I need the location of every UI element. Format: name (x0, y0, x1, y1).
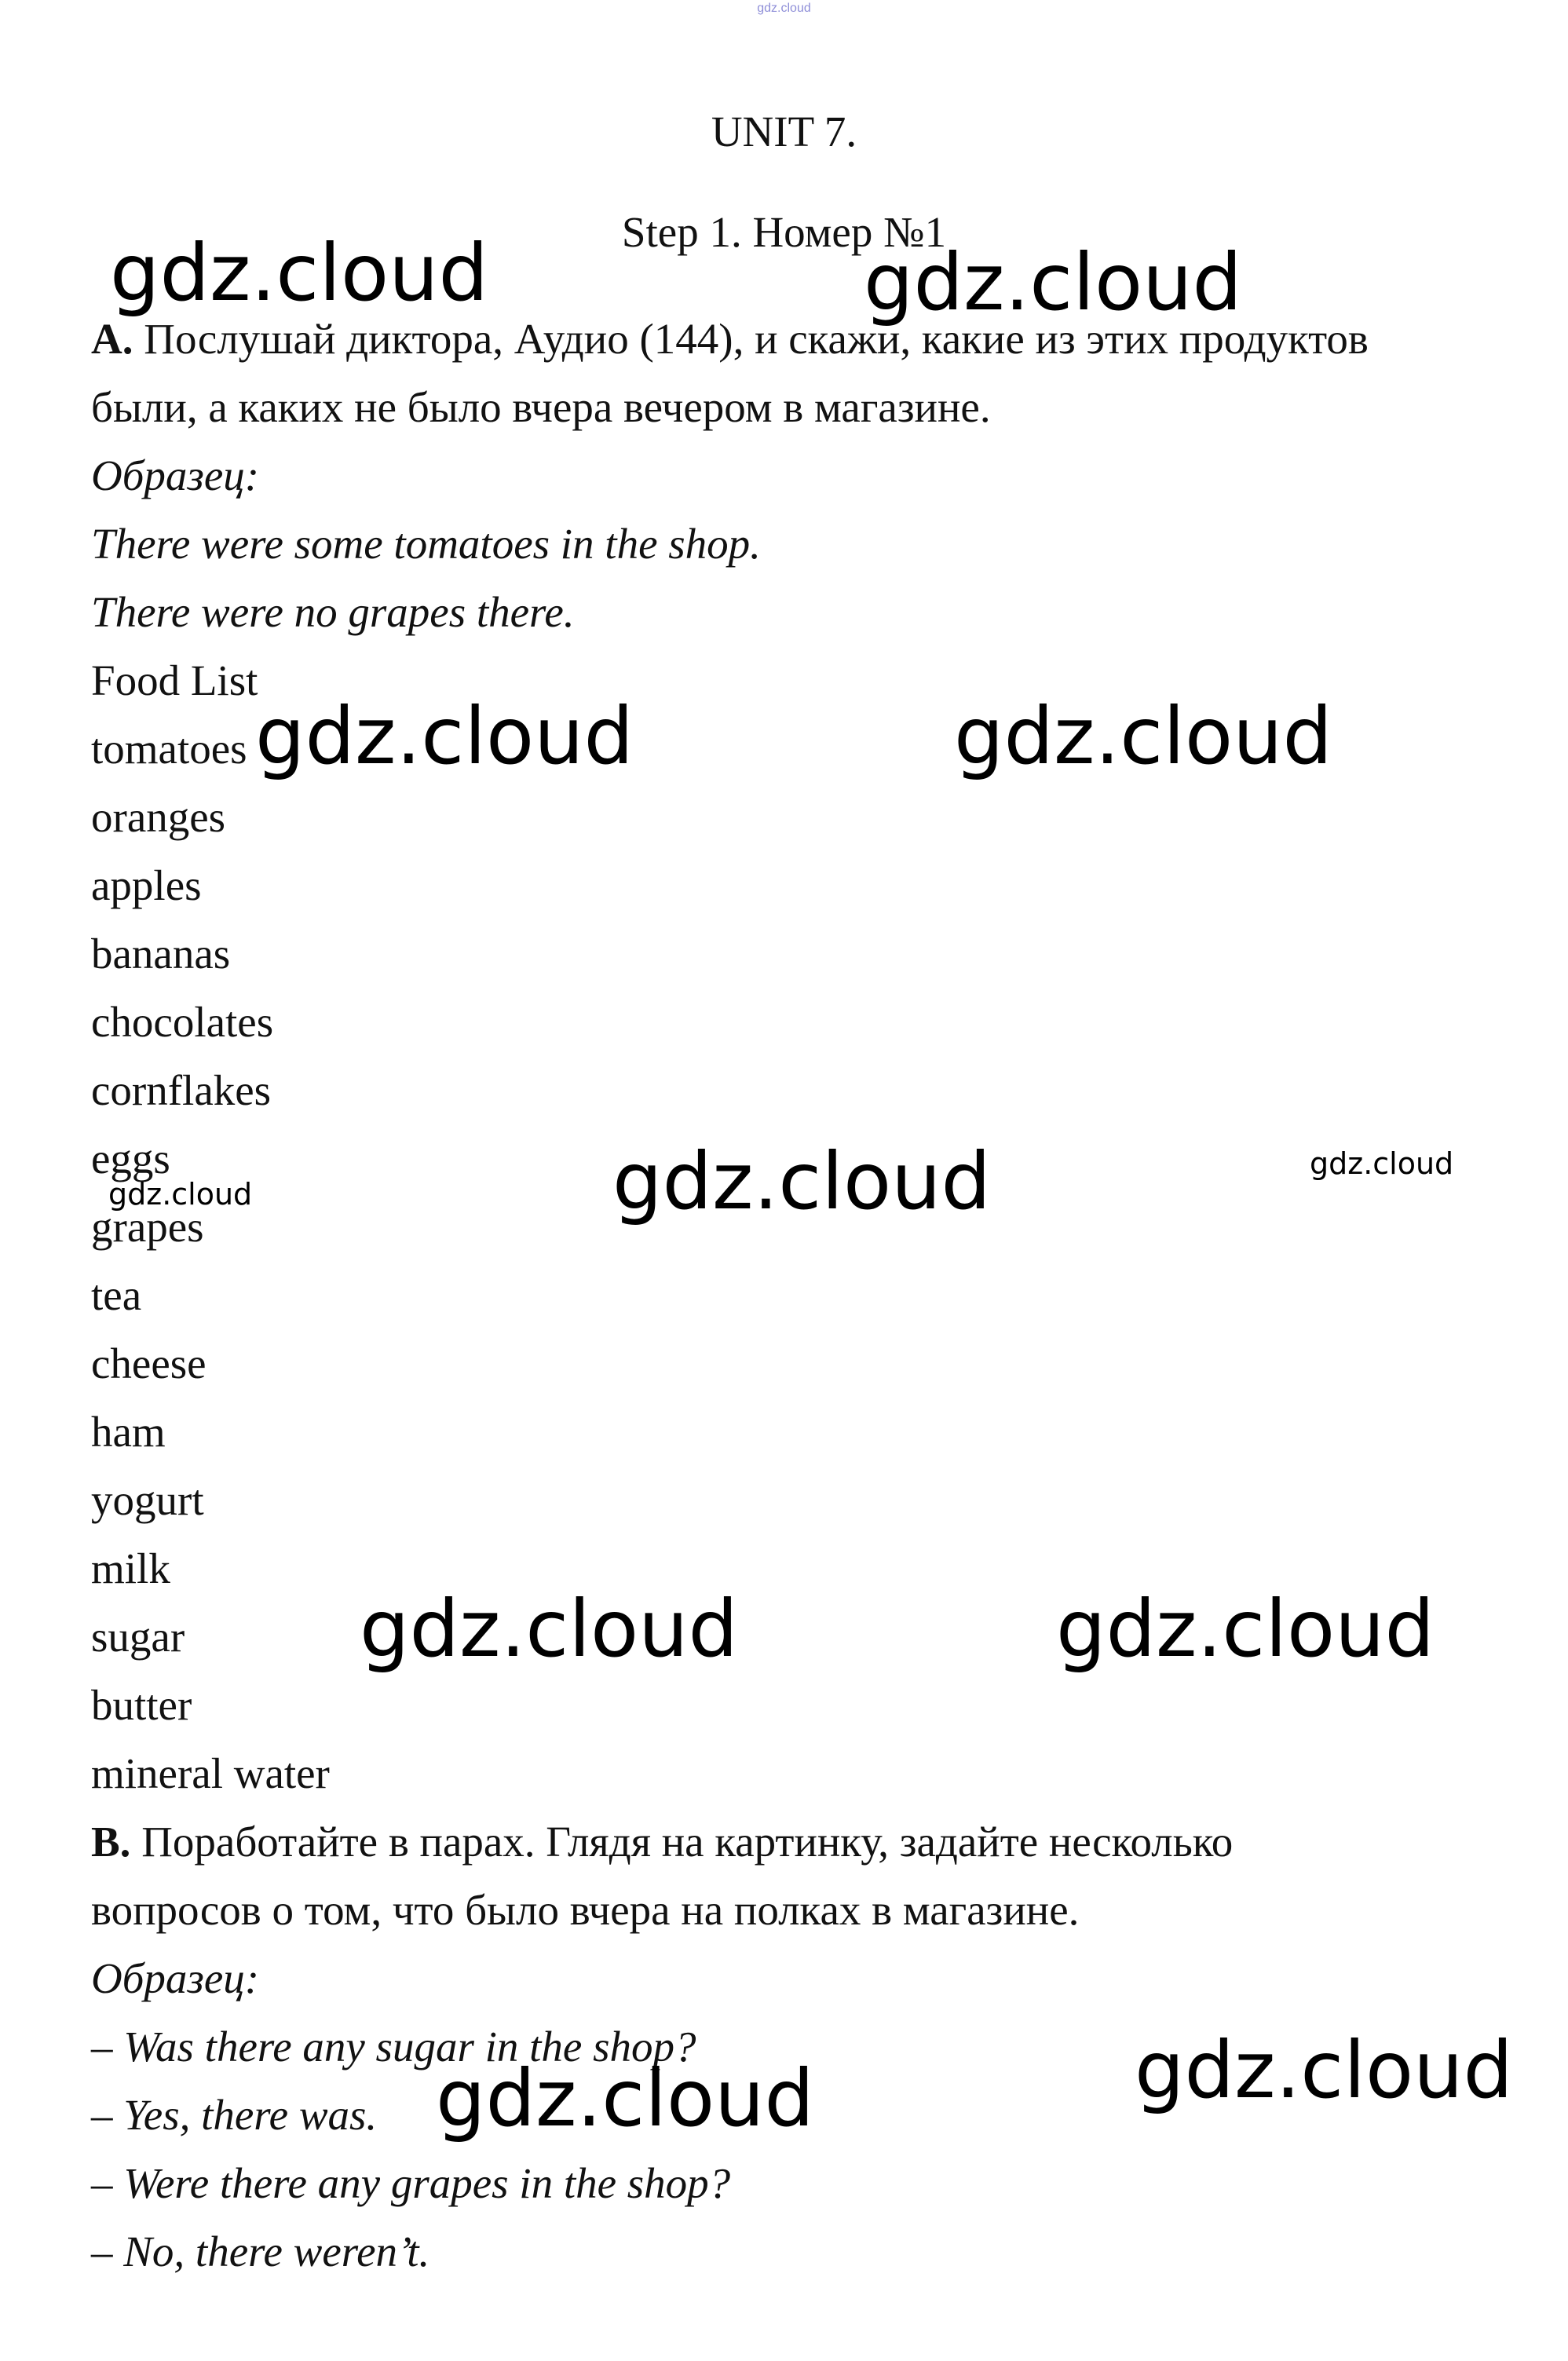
dialogue-line-3: – Were there any grapes in the shop? (91, 2159, 731, 2207)
task-b-instruction-line-1 (91, 1807, 1504, 1876)
food-list-title: Food List (91, 656, 258, 704)
food-item: oranges (91, 793, 226, 841)
dialogue-line-2: – Yes, there was. (91, 2091, 378, 2139)
watermark: gdz.cloud (864, 236, 1243, 328)
food-item: milk (91, 1544, 170, 1592)
watermark: gdz.cloud (436, 2052, 815, 2144)
watermark: gdz.cloud (1310, 1146, 1454, 1181)
watermark: gdz.cloud (360, 1583, 739, 1675)
task-a-text-1: Послушай диктора, Аудио (144), и скажи, какие из этих продуктов (133, 315, 1369, 363)
task-b-letter: B. (91, 1818, 131, 1866)
task-a-sample-line-1: There were some tomatoes in the shop. (91, 520, 761, 568)
unit-title: UNIT 7. (711, 108, 857, 155)
watermark: gdz.cloud (954, 690, 1333, 782)
food-item: cornflakes (91, 1066, 272, 1114)
food-item: ham (91, 1408, 166, 1456)
step-title: Step 1. Номер №1 (621, 208, 947, 256)
task-b-text-1: Поработайте в парах. Глядя на картинку, задайте несколько (130, 1818, 1234, 1866)
exercise-content (91, 305, 1504, 2286)
food-list (91, 715, 1504, 1807)
watermark: gdz.cloud (612, 1135, 992, 1227)
food-item: butter (91, 1681, 192, 1729)
dialogue-line-1: – Was there any sugar in the shop? (91, 2023, 696, 2070)
watermark: gdz.cloud (108, 1177, 253, 1212)
dialogue-line-4: – No, there weren’t. (91, 2228, 430, 2275)
food-item: tomatoes (91, 725, 247, 773)
task-b-instruction-line-2: вопросов о том, что было вчера на полках в магазине. (91, 1886, 1080, 1934)
food-item: cheese (91, 1339, 207, 1387)
food-item: mineral water (91, 1749, 330, 1797)
food-item: yogurt (91, 1476, 204, 1524)
food-item: bananas (91, 930, 231, 978)
food-item: apples (91, 861, 202, 909)
watermark: gdz.cloud (110, 227, 489, 319)
watermark: gdz.cloud (1135, 2024, 1514, 2116)
task-b-sample-label: Образец: (91, 1954, 260, 2002)
task-a-sample-line-2: There were no grapes there. (91, 588, 575, 636)
task-a-sample-label: Образец: (91, 451, 260, 499)
top-watermark: gdz.cloud (757, 2, 811, 15)
food-item: eggs (91, 1135, 170, 1182)
food-item: tea (91, 1271, 142, 1319)
food-item: sugar (91, 1613, 185, 1661)
watermark: gdz.cloud (255, 690, 634, 782)
watermark: gdz.cloud (1056, 1583, 1435, 1675)
food-item: chocolates (91, 998, 274, 1046)
food-item: grapes (91, 1203, 204, 1251)
task-a-instruction-line-1 (91, 305, 1504, 373)
task-a-instruction-line-2: были, а каких не было вчера вечером в магазине. (91, 383, 991, 431)
task-a-letter: A. (91, 315, 133, 363)
